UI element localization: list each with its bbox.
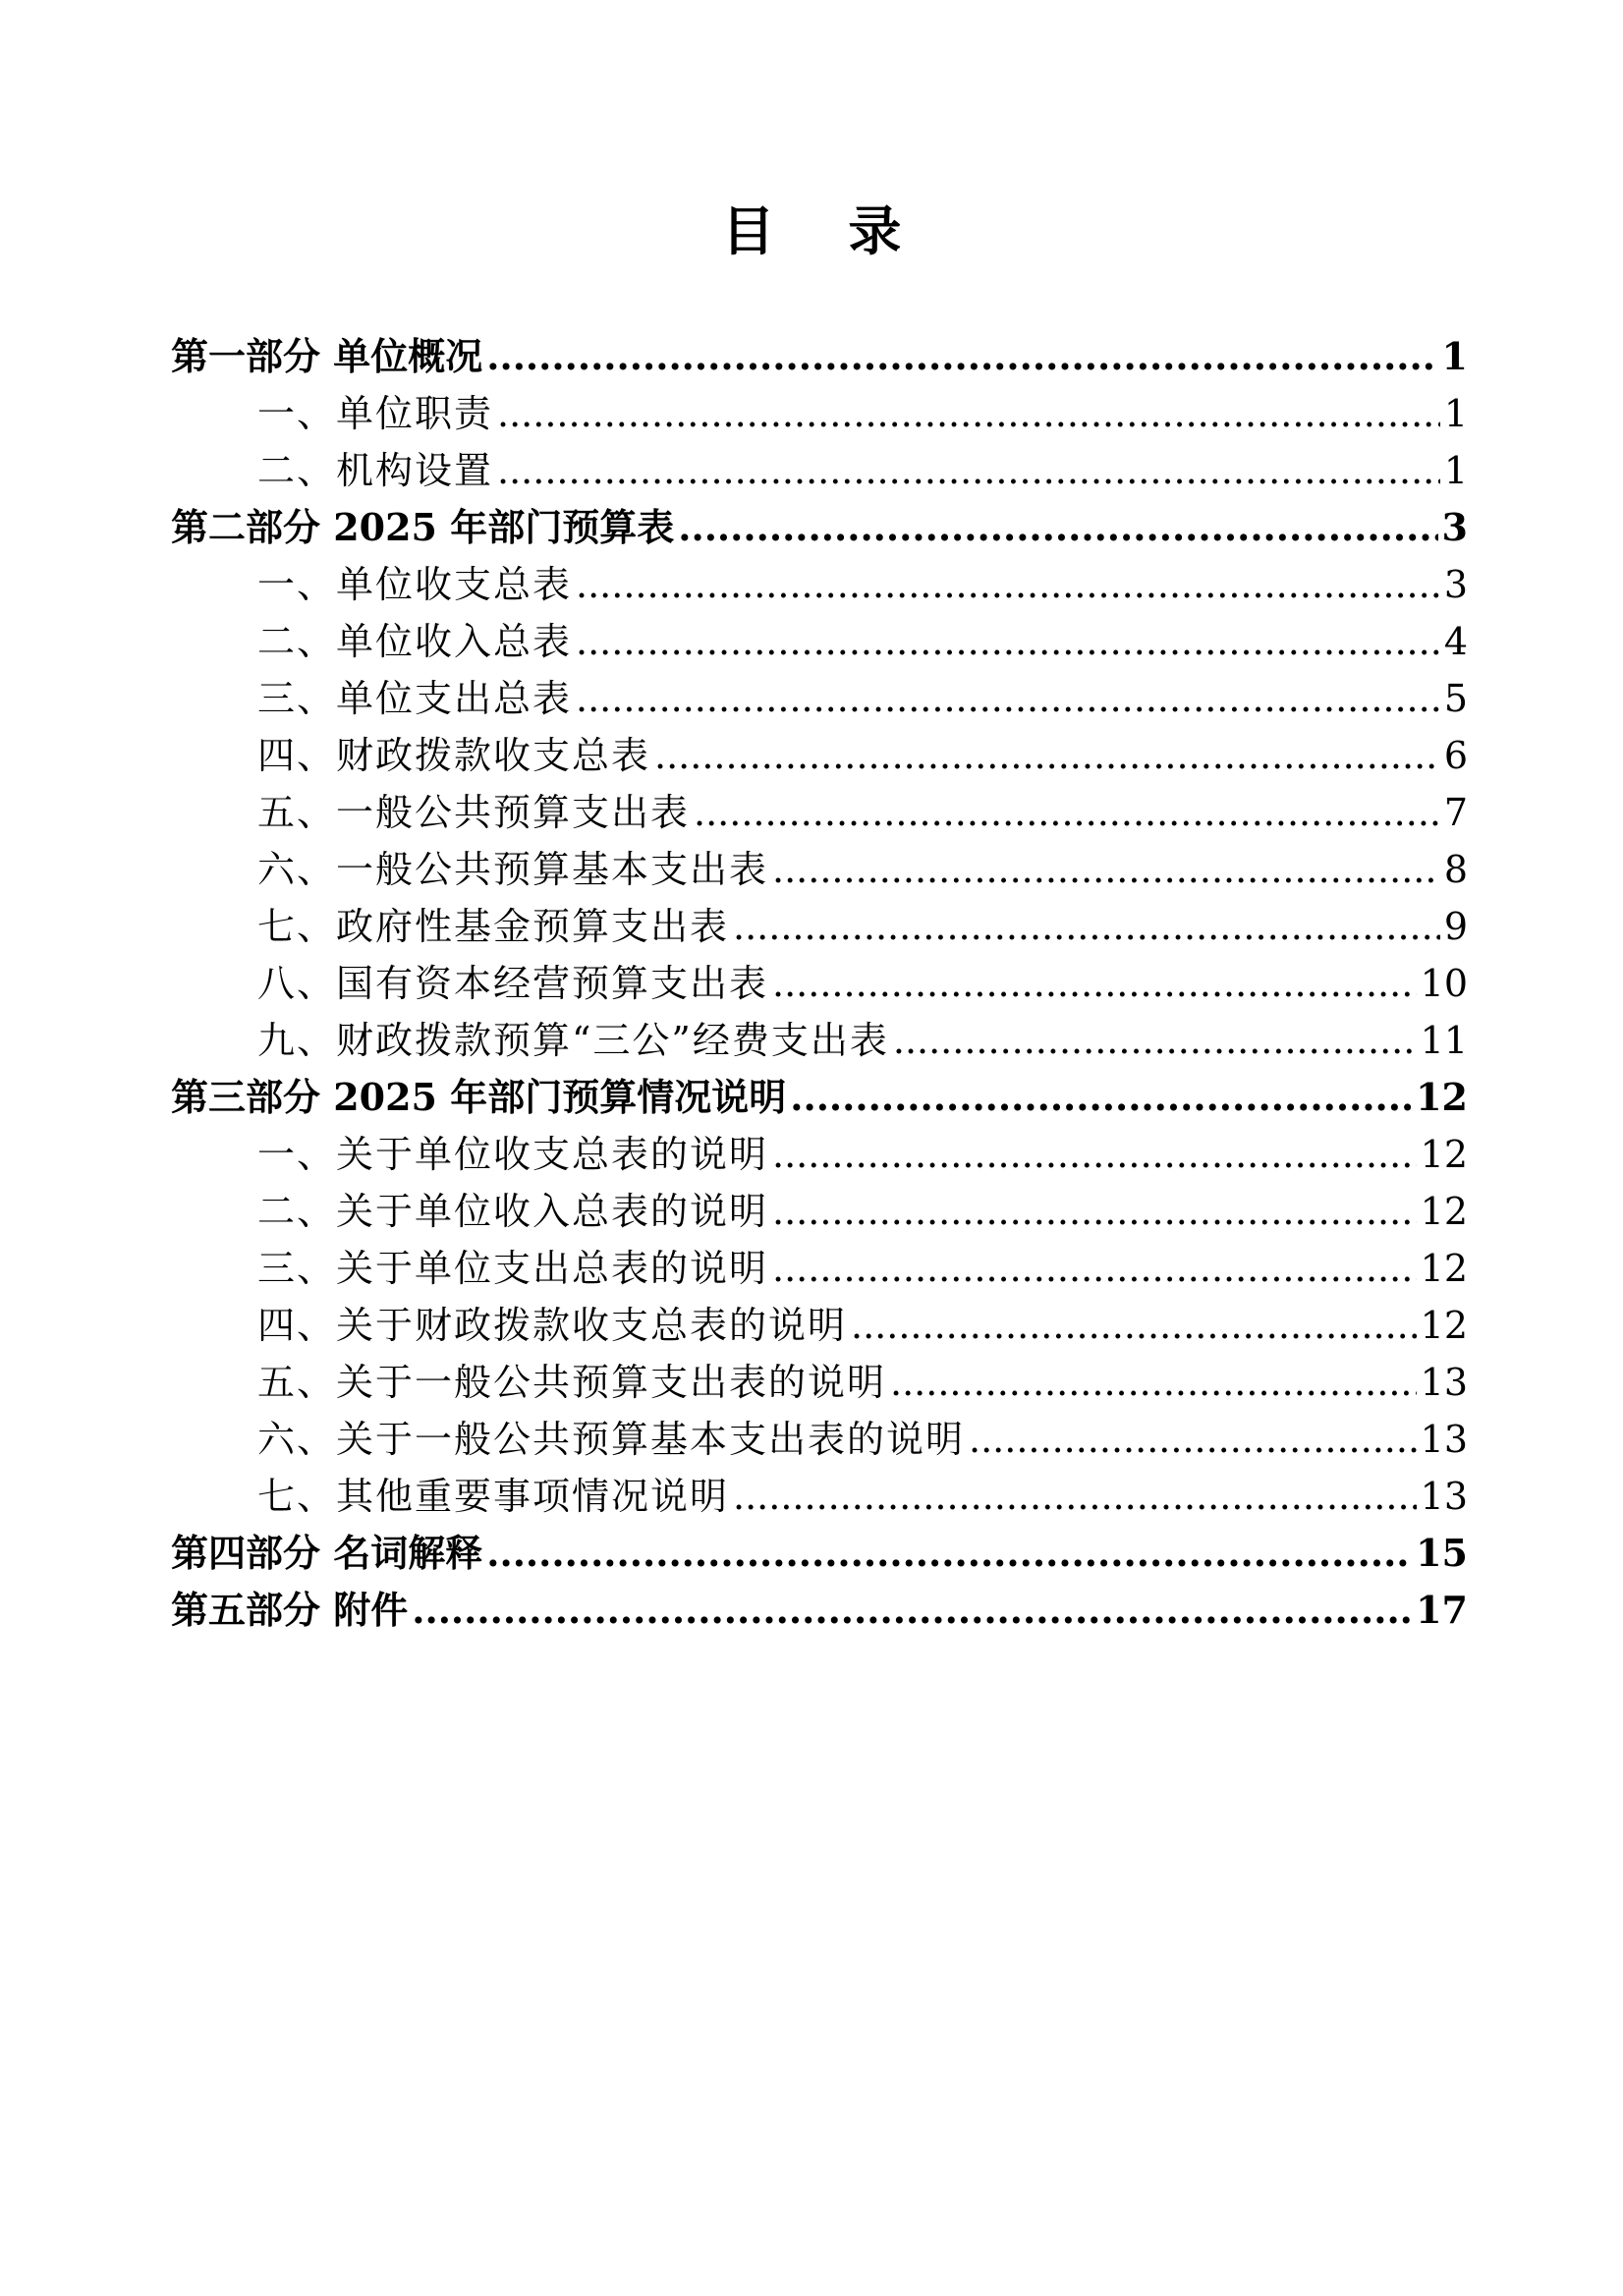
toc-entry-text: 五、一般公共预算支出表	[257, 791, 691, 834]
toc-entry-text: 三、关于单位支出总表的说明	[257, 1247, 769, 1290]
toc-entry-text: 四、关于财政拨款收支总表的说明	[257, 1304, 848, 1347]
toc-dot-leader	[576, 670, 1440, 727]
toc-page-number: 3	[1443, 563, 1468, 606]
toc-page-number: 1	[1443, 449, 1468, 492]
toc-page-number: 12	[1420, 1133, 1468, 1176]
toc-page-number: 4	[1443, 620, 1468, 663]
toc-entry-text: 四、财政拨款收支总表	[257, 734, 651, 777]
toc-page-number: 3	[1441, 505, 1468, 549]
toc-entry-text: 七、政府性基金预算支出表	[257, 905, 730, 948]
toc-entry-part-1[interactable]	[171, 328, 1468, 385]
toc-entry-part-4[interactable]	[171, 1525, 1468, 1582]
toc-entry-text: 第一部分 单位概况	[171, 334, 483, 378]
toc-entry-text: 第四部分 名词解释	[171, 1531, 483, 1575]
toc-entry-section[interactable]	[171, 1183, 1468, 1240]
toc-entry-text: 五、关于一般公共预算支出表的说明	[257, 1361, 887, 1404]
toc-dot-leader	[772, 1126, 1417, 1183]
toc-entry-text: 二、机构设置	[257, 449, 494, 492]
toc-dot-leader	[654, 727, 1440, 784]
toc-dot-leader	[678, 499, 1437, 556]
toc-entry-part-5[interactable]	[171, 1582, 1468, 1639]
toc-page-number: 12	[1416, 1075, 1468, 1119]
toc-page-number: 17	[1416, 1588, 1468, 1632]
toc-entry-text: 八、国有资本经营预算支出表	[257, 962, 769, 1005]
toc-entry-part-3[interactable]	[171, 1069, 1468, 1126]
toc-title: 目 录	[721, 199, 929, 262]
toc-dot-leader	[497, 385, 1440, 442]
toc-dot-leader	[576, 613, 1440, 670]
toc-page-number: 1	[1441, 334, 1468, 378]
toc-entry-text: 六、关于一般公共预算基本支出表的说明	[257, 1418, 966, 1461]
toc-dot-leader	[890, 1354, 1417, 1411]
toc-entry-section[interactable]	[171, 1126, 1468, 1183]
toc-dot-leader	[772, 955, 1417, 1012]
toc-dot-leader	[772, 1183, 1417, 1240]
toc-dot-leader	[486, 328, 1437, 385]
toc-dot-leader	[733, 898, 1440, 955]
toc-page-number: 8	[1443, 848, 1468, 891]
toc-entry-section[interactable]	[171, 955, 1468, 1012]
toc-page-number: 10	[1420, 962, 1468, 1005]
toc-entry-section[interactable]	[171, 898, 1468, 955]
toc-entry-section[interactable]	[171, 1354, 1468, 1411]
toc-page-number: 13	[1420, 1418, 1468, 1461]
toc-page-number: 13	[1420, 1475, 1468, 1518]
toc-entry-text: 六、一般公共预算基本支出表	[257, 848, 769, 891]
toc-entry-text: 第二部分 2025 年部门预算表	[171, 505, 675, 549]
toc-entry-section[interactable]	[171, 556, 1468, 613]
toc-dot-leader	[486, 1525, 1412, 1582]
toc-entry-section[interactable]	[171, 1012, 1468, 1069]
toc-page-number: 15	[1416, 1531, 1468, 1575]
toc-entry-section[interactable]	[171, 841, 1468, 898]
toc-dot-leader	[790, 1069, 1412, 1126]
toc-entry-section[interactable]	[171, 1411, 1468, 1468]
toc-dot-leader	[772, 1240, 1417, 1297]
toc-entry-section[interactable]	[171, 1297, 1468, 1354]
toc-page-number: 9	[1443, 905, 1468, 948]
toc-page-number: 13	[1420, 1361, 1468, 1404]
toc-entry-text: 一、单位收支总表	[257, 563, 573, 606]
toc-entry-text: 一、关于单位收支总表的说明	[257, 1133, 769, 1176]
toc-page-number: 12	[1420, 1190, 1468, 1233]
toc-dot-leader	[851, 1297, 1417, 1354]
toc-page-number: 7	[1443, 791, 1468, 834]
toc-entry-text: 二、关于单位收入总表的说明	[257, 1190, 769, 1233]
toc-entry-text: 第五部分 附件	[171, 1588, 409, 1632]
toc-page-number: 12	[1420, 1304, 1468, 1347]
toc-dot-leader	[969, 1411, 1417, 1468]
toc-dot-leader	[893, 1012, 1417, 1069]
toc-page-number: 12	[1420, 1247, 1468, 1290]
toc-entry-section[interactable]	[171, 1468, 1468, 1525]
table-of-contents	[171, 328, 1468, 1639]
toc-entry-section[interactable]	[171, 442, 1468, 499]
toc-dot-leader	[412, 1582, 1412, 1639]
toc-dot-leader	[772, 841, 1440, 898]
toc-page-number: 1	[1443, 392, 1468, 435]
toc-entry-text: 七、其他重要事项情况说明	[257, 1475, 730, 1518]
toc-entry-text: 一、单位职责	[257, 392, 494, 435]
toc-entry-section[interactable]	[171, 613, 1468, 670]
toc-entry-section[interactable]	[171, 670, 1468, 727]
toc-dot-leader	[497, 442, 1440, 499]
toc-entry-part-2[interactable]	[171, 499, 1468, 556]
toc-entry-section[interactable]	[171, 727, 1468, 784]
toc-entry-section[interactable]	[171, 784, 1468, 841]
toc-page-number: 5	[1443, 677, 1468, 720]
toc-entry-text: 三、单位支出总表	[257, 677, 573, 720]
toc-entry-section[interactable]	[171, 385, 1468, 442]
toc-dot-leader	[733, 1468, 1417, 1525]
toc-page-number: 11	[1420, 1019, 1468, 1062]
toc-entry-text: 九、财政拨款预算“三公”经费支出表	[257, 1019, 889, 1062]
toc-entry-section[interactable]	[171, 1240, 1468, 1297]
toc-dot-leader	[694, 784, 1440, 841]
toc-entry-text: 二、单位收入总表	[257, 620, 573, 663]
toc-page-number: 6	[1443, 734, 1468, 777]
toc-entry-text: 第三部分 2025 年部门预算情况说明	[171, 1075, 787, 1119]
toc-dot-leader	[576, 556, 1440, 613]
